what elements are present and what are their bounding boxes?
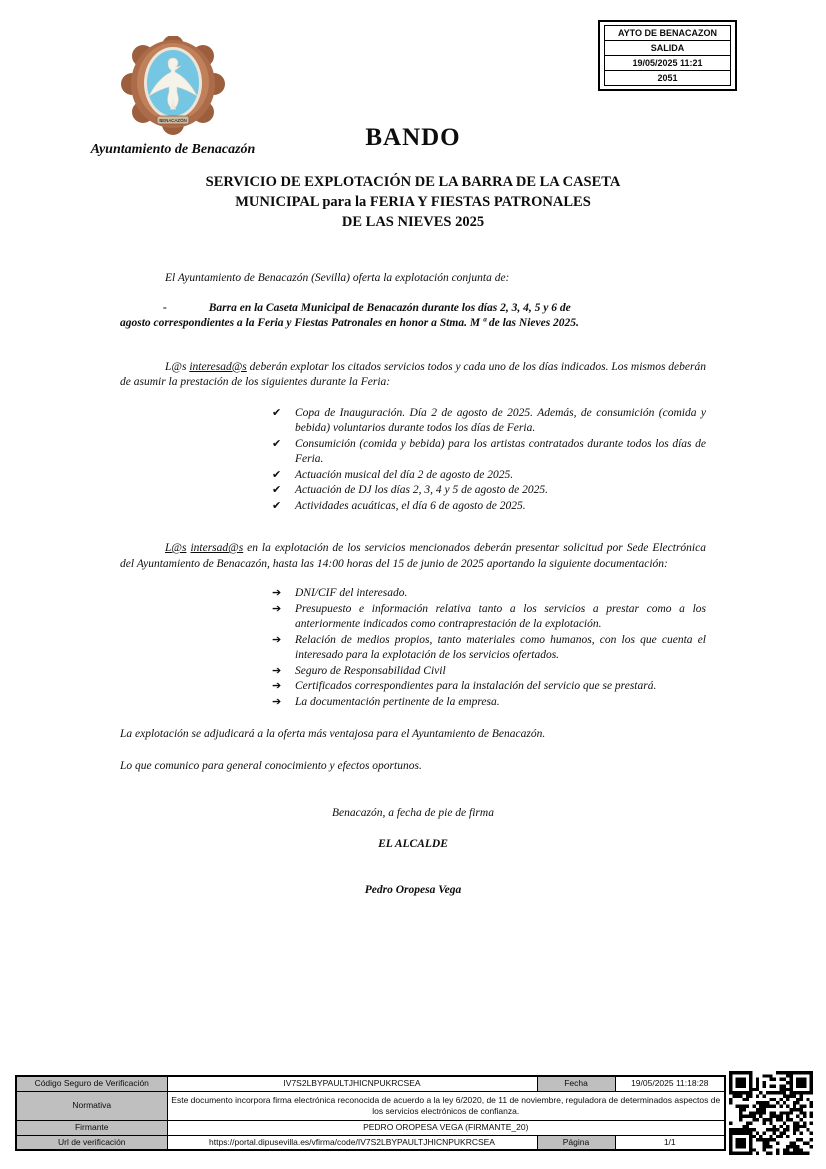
- signature-role: EL ALCALDE: [378, 837, 448, 850]
- list-item: ➔ Presupuesto e información relativa tanto a los servicios a prestar como a los anteriormente indicados como contraprestación de la explotación.: [272, 602, 706, 630]
- registry-org: AYTO DE BENACAZON: [604, 25, 731, 41]
- interested-paragraph: [120, 360, 706, 391]
- intro-paragraph: El Ayuntamiento de Benacazón (Sevilla) oferta la explotación conjunta de:: [165, 272, 510, 284]
- check-icon: ✔: [272, 484, 282, 496]
- title-line-1: SERVICIO DE EXPLOTACIÓN DE LA BARRA DE LA CASETA: [205, 174, 621, 190]
- pagina-value: 1/1: [615, 1135, 725, 1150]
- verification-url[interactable]: https://portal.dipusevilla.es/vfirma/code/IV7S2LBYPAULTJHICNPUKRCSEA: [167, 1135, 537, 1150]
- arrow-icon: ➔: [272, 633, 282, 646]
- table-row: [16, 1091, 725, 1120]
- offer-line-1: Barra en la Caseta Municipal de Benacazón durante los días 2, 3, 4, 5 y 6 de: [208, 301, 571, 314]
- logo-plate-label: BENACAZÓN: [159, 118, 187, 123]
- table-row: [16, 1135, 725, 1150]
- list-item: ✔ Consumición (comida y bebida) para los artistas contratados durante todos los días de Feria.: [272, 437, 706, 465]
- document-title: [120, 172, 706, 232]
- csv-label: Código Seguro de Verificación: [16, 1076, 167, 1091]
- closing-paragraph-1: La explotación se adjudicará a la oferta más ventajosa para el Ayuntamiento de Benacazón.: [120, 728, 546, 740]
- document-type-title: BANDO: [365, 124, 461, 151]
- list-item: ➔ DNI/CIF del interesado.: [272, 586, 706, 602]
- registry-type: SALIDA: [604, 40, 731, 56]
- interested-prefix: L@s: [165, 360, 190, 373]
- list-item: ✔ Actividades acuáticas, el día 6 de agosto de 2025.: [272, 499, 706, 515]
- csv-value: IV7S2LBYPAULTJHICNPUKRCSEA: [167, 1076, 537, 1091]
- firmante-label: Firmante: [16, 1120, 167, 1135]
- normativa-label: Normativa: [16, 1091, 167, 1120]
- registry-datetime: 19/05/2025 11:21: [604, 55, 731, 71]
- title-line-2: MUNICIPAL para la FERIA Y FIESTAS PATRONALES: [235, 194, 591, 210]
- check-icon: ✔: [272, 468, 282, 481]
- request-paragraph: [120, 541, 706, 572]
- list-item: ➔ La documentación pertinente de la empresa.: [272, 695, 706, 711]
- request-link-1[interactable]: L@s: [165, 542, 187, 554]
- document-body: [120, 172, 706, 899]
- list-item: ✔ Actuación de DJ los días 2, 3, 4 y 5 de agosto de 2025.: [272, 483, 706, 499]
- arrow-icon: ➔: [272, 695, 282, 708]
- arrow-icon: ➔: [272, 664, 282, 677]
- list-item: ✔ Copa de Inauguración. Día 2 de agosto de 2025. Además, de consumición (comida y bebida) voluntarios durante todos los días de Feria.: [272, 406, 706, 434]
- signature-place: Benacazón, a fecha de pie de firma: [332, 807, 494, 819]
- list-item: ✔ Actuación musical del día 2 de agosto de 2025.: [272, 468, 706, 484]
- pagina-label: Página: [537, 1135, 615, 1150]
- interested-link[interactable]: interesad@s: [189, 360, 247, 373]
- check-icon: ✔: [272, 406, 282, 419]
- arrow-icon: ➔: [272, 587, 282, 599]
- documents-list: [120, 586, 706, 710]
- firmante-value: PEDRO OROPESA VEGA (FIRMANTE_20): [167, 1120, 725, 1135]
- request-rest: en la explotación de los servicios mencionados deberán presentar solicitud por Sede Electrónica del Ayuntamiento de Benacazón, hasta las 14:00 horas del 15 de junio de 2025 aportando la siguiente documentación:: [120, 542, 706, 570]
- arrow-icon: ➔: [272, 680, 282, 692]
- normativa-value: Este documento incorpora firma electrónica reconocida de acuerdo a la ley 6/2020, de 11 de noviembre, reguladora de determinados aspectos de los servicios electrónicos de confianza.: [167, 1091, 725, 1120]
- list-item: ➔ Relación de medios propios, tanto materiales como humanos, con los que cuenta el interesado para la explotación de los servicios ofertados.: [272, 633, 706, 661]
- table-row: [16, 1120, 725, 1135]
- offer-line-2: agosto correspondientes a la Feria y Fiestas Patronales en honor a Stma. M ª de las Nieves 2025.: [120, 317, 579, 329]
- organization-name: Ayuntamiento de Benacazón: [90, 142, 256, 157]
- offer-dash: -: [163, 301, 167, 314]
- check-icon: ✔: [272, 499, 282, 512]
- closing-paragraph-2: Lo que comunico para general conocimiento y efectos oportunos.: [120, 759, 422, 772]
- url-label: Url de verificación: [16, 1135, 167, 1150]
- request-link-2[interactable]: intersad@s: [190, 542, 244, 554]
- interested-rest: deberán explotar los citados servicios todos y cada uno de los días indicados. Los mismos deberán de asumir la prestación de los siguientes durante la Feria:: [120, 360, 706, 388]
- registry-number: 2051: [604, 70, 731, 86]
- signature-name: Pedro Oropesa Vega: [364, 884, 462, 896]
- list-item: ➔ Certificados correspondientes para la instalación del servicio que se prestará.: [272, 679, 706, 695]
- registry-stamp: [598, 20, 737, 91]
- qr-code: [729, 1071, 813, 1155]
- table-row: [16, 1076, 725, 1091]
- check-icon: ✔: [272, 437, 282, 450]
- list-item: ➔ Seguro de Responsabilidad Civil: [272, 664, 706, 680]
- arrow-icon: ➔: [272, 602, 282, 615]
- title-line-3: DE LAS NIEVES 2025: [341, 214, 485, 230]
- offer-block: [120, 301, 706, 332]
- verification-table: [15, 1075, 726, 1151]
- services-list: [120, 406, 706, 515]
- fecha-value: 19/05/2025 11:18:28: [615, 1076, 725, 1091]
- fecha-label: Fecha: [537, 1076, 615, 1091]
- town-crest-icon: [117, 36, 229, 136]
